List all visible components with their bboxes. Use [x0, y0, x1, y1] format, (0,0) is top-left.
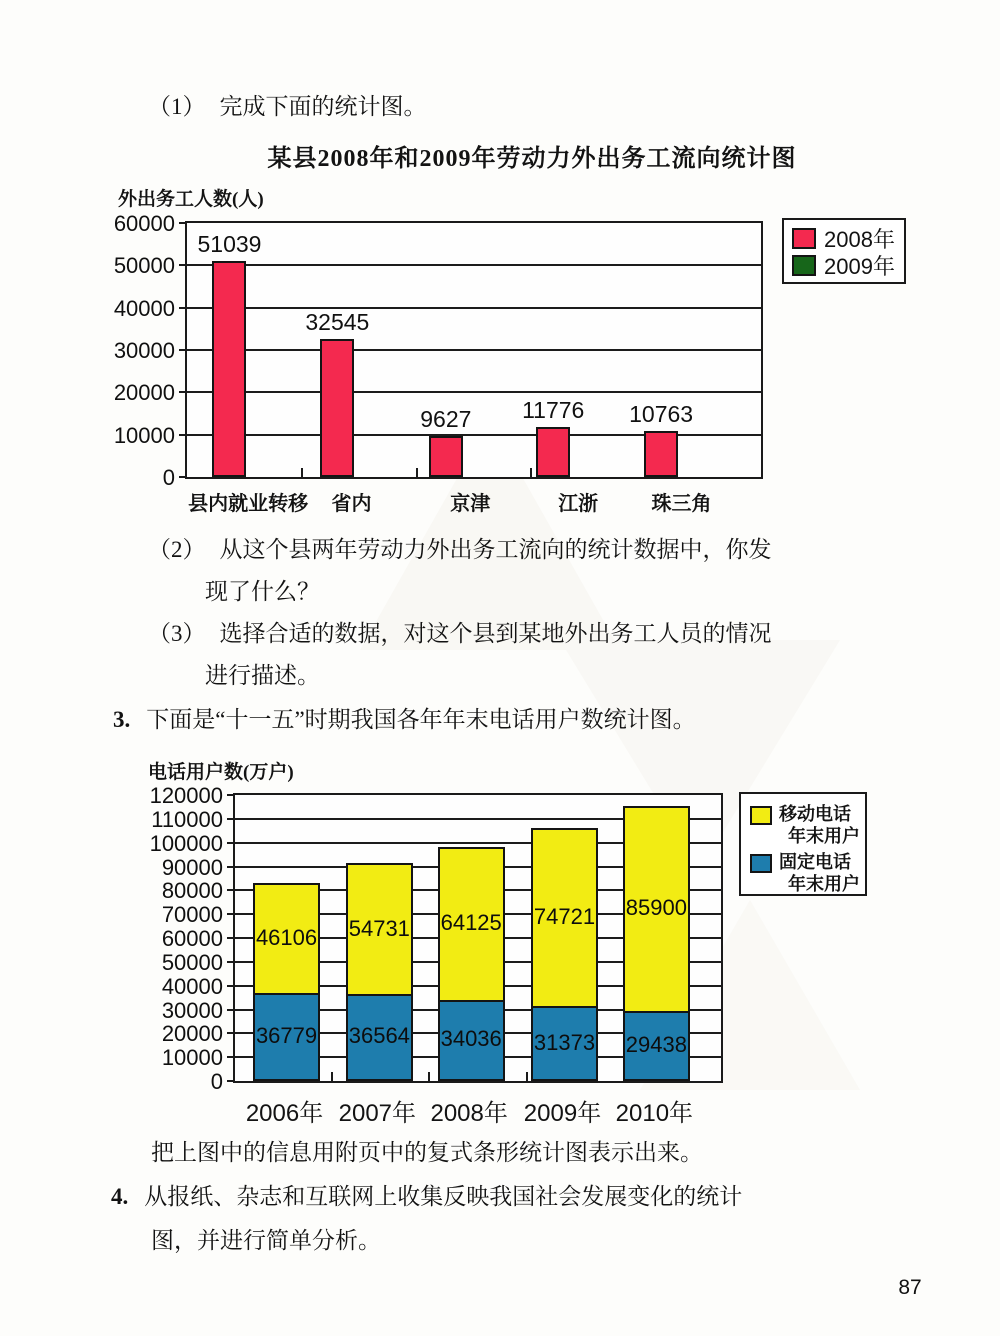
- y-axis-tick-label: 0: [210, 1069, 223, 1094]
- bar-value-label: 9627: [420, 406, 472, 433]
- bar-2008年-江浙: [536, 427, 570, 477]
- bar-value-label: 36779: [255, 1023, 318, 1049]
- legend-swatch: [792, 255, 816, 276]
- y-axis-tick: [227, 842, 233, 844]
- chart1-legend: [782, 218, 906, 284]
- legend-label: [779, 851, 860, 895]
- legend-label-line2: 年末用户: [788, 826, 860, 846]
- question-2-line1: [148, 531, 772, 564]
- x-axis-category-label: 2008年: [430, 1100, 508, 1127]
- x-axis-category-label: 珠三角: [651, 493, 712, 515]
- question-2-label: （2）: [148, 537, 206, 562]
- bar-value-label: 29438: [625, 1031, 687, 1057]
- y-axis-tick: [227, 1032, 233, 1034]
- legend-label: [779, 803, 860, 847]
- x-axis-tick: [428, 1072, 430, 1081]
- bar-value-label: 11776: [522, 397, 585, 424]
- bar-value-label: 85900: [625, 895, 687, 921]
- x-axis-tick: [416, 468, 418, 477]
- y-axis-tick: [227, 794, 233, 796]
- question-3-text1: 选择合适的数据，对这个县到某地外出务工人员的情况: [219, 621, 772, 646]
- bar-value-label: 10763: [629, 401, 694, 428]
- legend-entry: [750, 851, 865, 895]
- y-axis-tick-label: 30000: [113, 338, 175, 363]
- x-axis-category-label: 京津: [450, 493, 491, 515]
- bar-value-label: 34036: [440, 1026, 502, 1052]
- y-axis-tick-label: 40000: [161, 973, 223, 999]
- x-axis-category-label: 2006年: [245, 1100, 324, 1127]
- y-axis-tick-label: 30000: [161, 997, 223, 1023]
- y-axis-tick: [179, 264, 185, 266]
- bar-value-label: 74721: [533, 904, 596, 930]
- question-2-text1: 从这个县两年劳动力外出务工流向的统计数据中，你发: [219, 537, 772, 562]
- legend-swatch: [792, 228, 816, 249]
- x-axis-category-label: 县内就业转移: [188, 493, 309, 515]
- y-axis-tick: [227, 1080, 233, 1082]
- y-axis-tick: [179, 391, 185, 393]
- y-axis-tick: [227, 937, 233, 939]
- legend-swatch: [750, 854, 772, 873]
- y-axis-tick-label: 50000: [161, 949, 223, 975]
- y-axis-tick-label: 90000: [161, 854, 223, 880]
- x-axis-tick: [301, 468, 303, 477]
- question-2-line2: 现了什么？: [205, 579, 320, 604]
- x-axis-tick: [526, 1072, 528, 1081]
- legend-label: 2008年: [824, 227, 895, 252]
- legend-label-line2: 年末用户: [788, 874, 860, 894]
- bar-value-label: 64125: [440, 910, 502, 936]
- y-axis-tick: [227, 961, 233, 963]
- legend-swatch: [750, 806, 772, 825]
- phone-users-stacked-bar-chart-plot: [233, 793, 723, 1083]
- bar-2008年-京津: [429, 436, 463, 477]
- y-axis-tick-label: 10000: [161, 1045, 223, 1071]
- legend-label-line1: 移动电话: [779, 804, 851, 824]
- x-axis-tick: [331, 1072, 333, 1081]
- item-4-text1: 从报纸、杂志和互联网上收集反映我国社会发展变化的统计: [144, 1184, 743, 1209]
- y-axis-tick-label: 100000: [149, 830, 223, 856]
- flow-bar-chart-plot: [185, 221, 763, 479]
- y-axis-tick: [227, 818, 233, 820]
- item-3-text: 下面是“十一五”时期我国各年年末电话用户数统计图。: [146, 707, 696, 732]
- bar-value-label: 36564: [348, 1023, 410, 1049]
- y-axis-tick-label: 0: [162, 465, 175, 490]
- item-4-number: 4.: [111, 1184, 129, 1209]
- bar-value-label: 31373: [533, 1029, 596, 1055]
- y-axis-tick: [179, 476, 185, 478]
- question-1-text: 完成下面的统计图。: [219, 94, 427, 119]
- item-3-note: 把上图中的信息用附页中的复式条形统计图表示出来。: [151, 1140, 703, 1165]
- chart1-y-axis-unit-label: 外出务工人数(人): [118, 189, 264, 210]
- question-3-line1: [148, 615, 772, 648]
- bar-value-label: 32545: [305, 309, 370, 336]
- y-axis-tick: [179, 349, 185, 351]
- legend-label: 2009年: [824, 254, 895, 279]
- question-3-label: （3）: [148, 621, 206, 646]
- y-axis-tick: [227, 866, 233, 868]
- chart1-title: 某县2008年和2009年劳动力外出务工流向统计图: [267, 146, 797, 172]
- gridline: [187, 391, 761, 393]
- bar-2008年-省内: [320, 339, 354, 477]
- y-axis-tick: [179, 307, 185, 309]
- bar-value-label: 51039: [197, 230, 262, 257]
- bar-value-label: 54731: [348, 915, 410, 941]
- y-axis-tick-label: 20000: [113, 380, 175, 406]
- y-axis-tick-label: 70000: [161, 902, 223, 928]
- y-axis-tick: [227, 1009, 233, 1011]
- item-4-line1: [111, 1178, 742, 1211]
- y-axis-tick: [227, 889, 233, 891]
- legend-entry: [750, 803, 865, 847]
- gridline: [187, 264, 761, 266]
- bar-value-label: 46106: [255, 925, 318, 951]
- x-axis-category-label: 2007年: [338, 1100, 417, 1127]
- chart2-legend: [739, 792, 867, 896]
- y-axis-tick: [227, 985, 233, 987]
- item-4-line2: 图，并进行简单分析。: [151, 1228, 381, 1253]
- item-3: [113, 701, 696, 734]
- y-axis-tick-label: 110000: [151, 806, 223, 832]
- chart2-y-axis-unit-label: 电话用户数(万户): [148, 762, 294, 783]
- y-axis-tick: [179, 434, 185, 436]
- y-axis-tick-label: 10000: [113, 422, 175, 448]
- x-axis-category-label: 2009年: [523, 1100, 602, 1127]
- y-axis-tick-label: 50000: [113, 253, 175, 279]
- legend-entry: [792, 225, 904, 252]
- legend-label-line1: 固定电话: [779, 852, 851, 872]
- y-axis-tick: [227, 913, 233, 915]
- question-1: [148, 88, 427, 121]
- x-axis-category-label: 2010年: [615, 1100, 694, 1127]
- bar-2008年-县内就业转移: [212, 261, 246, 477]
- question-3-line2: 进行描述。: [205, 663, 320, 688]
- gridline: [187, 349, 761, 351]
- x-axis-category-label: 省内: [331, 493, 372, 515]
- y-axis-tick-label: 60000: [113, 211, 175, 236]
- bar-2008年-珠三角: [644, 431, 678, 477]
- page-number: 87: [898, 1276, 922, 1299]
- legend-entry: [792, 252, 904, 279]
- x-axis-category-label: 江浙: [558, 493, 599, 515]
- y-axis-tick-label: 20000: [161, 1021, 223, 1047]
- gridline: [187, 307, 761, 309]
- y-axis-tick: [179, 222, 185, 224]
- question-1-label: （1）: [148, 94, 206, 119]
- x-axis-tick: [530, 468, 532, 477]
- y-axis-tick-label: 80000: [161, 878, 223, 904]
- y-axis-tick-label: 40000: [113, 295, 175, 321]
- y-axis-tick-label: 60000: [161, 926, 223, 951]
- y-axis-tick: [227, 1056, 233, 1058]
- item-3-number: 3.: [113, 707, 131, 732]
- y-axis-tick-label: 120000: [149, 783, 223, 808]
